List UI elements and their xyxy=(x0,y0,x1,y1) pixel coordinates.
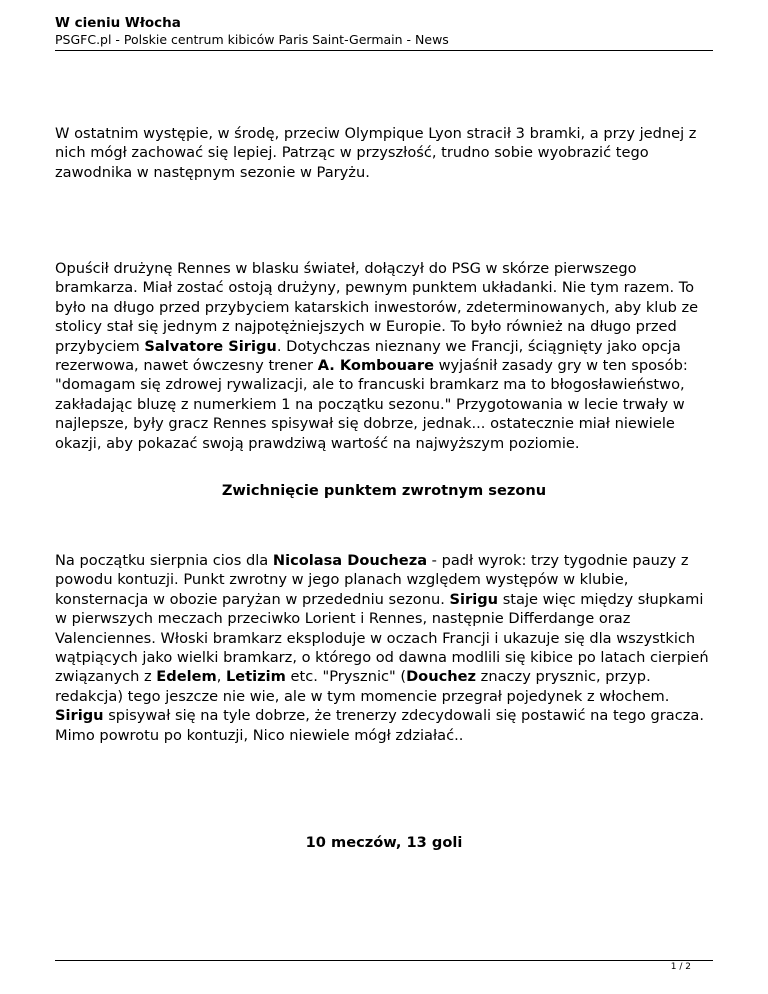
name-douchez-full: Nicolasa Doucheza xyxy=(272,552,428,569)
paragraph-injury: Na początku sierpnia cios dla Nicolasa Doucheza - padł wyrok: trzy tygodnie pauzy z powodu kontuzji. Punkt zwrotny w jego planach względem występów w klubie, konsternacja w obozie paryżan w przededniu sezonu. Sirigu staje więc między słupkami w pierwszych meczach przeciwko Lorient i Rennes, następnie Differdange oraz Valenciennes. Włoski bramkarz eksploduje w oczach Francji i ukazuje się dla wszystkich wątpiących jako wielki bramkarz, o którego od dawna modlili się kibice po latach cierpień związanych z Edelem, Letizim etc. "Prysznic" (Douchez znaczy prysznic, przyp. redakcja) tego jeszcze nie wie, ale w tym momencie przegrał pojedynek z włochem. Sirigu spisywał się na tyle dobrze, że trenerzy zdecydowali się postawić na tego gracza. Mimo powrotu po kontuzji, Nico niewiele mógł zdziałać.. xyxy=(55,552,709,744)
header-divider xyxy=(55,50,713,51)
page-number: 1 / 2 xyxy=(670,962,691,972)
name-douchez: Douchez xyxy=(406,668,477,686)
document-subtitle: PSGFC.pl - Polskie centrum kibiców Paris Saint-Germain - News xyxy=(55,32,449,47)
section-heading-stats: 10 meczów, 13 goli xyxy=(305,834,463,851)
document-title: W cieniu Włocha xyxy=(55,15,181,31)
footer-divider xyxy=(55,960,713,961)
section-heading-turning-point: Zwichnięcie punktem zwrotnym sezonu xyxy=(221,482,547,499)
name-sirigu: Sirigu xyxy=(449,590,499,608)
name-edel: Edelem xyxy=(156,668,217,686)
name-sirigu: Salvatore Sirigu xyxy=(144,337,277,355)
name-letizi: Letizim xyxy=(226,668,286,686)
document-header xyxy=(55,14,713,48)
name-kombouare: A. Kombouare xyxy=(317,357,434,375)
paragraph-intro: W ostatnim występie, w środę, przeciw Olympique Lyon stracił 3 bramki, a przy jednej z nich mógł zachować się lepiej. Patrząc w przyszłość, trudno sobie wyobrazić tego zawodnika w następnym sezonie w Paryżu. xyxy=(55,125,697,181)
paragraph-arrival: Opuścił drużynę Rennes w blasku świateł, dołączył do PSG w skórze pierwszego bramkarza. Miał zostać ostoją drużyny, pewnym punktem układanki. Nie tym razem. To było na długo przed przybyciem katarskich inwestorów, zdeterminowanych, aby klub ze stolicy stał się jednym z najpotężniejszych w Europie. To było również na długo przed przybyciem Salvatore Sirigu. Dotychczas nieznany we Francji, ściągnięty jako opcja rezerwowa, nawet ówczesny trener A. Kombouare wyjaśnił zasady gry w ten sposób: "domagam się zdrowej rywalizacji, ale to francuski bramkarz ma to błogosławieństwo, zakładając bluzę z numerkiem 1 na początku sezonu." Przygotowania w lecie trwały w najlepsze, były gracz Rennes spisywał się dobrze, jednak... ostatecznie miał niewiele okazji, aby pokazać swoją prawdziwą wartość na najwyższym poziomie. xyxy=(55,260,699,452)
name-sirigu: Sirigu xyxy=(55,707,104,725)
